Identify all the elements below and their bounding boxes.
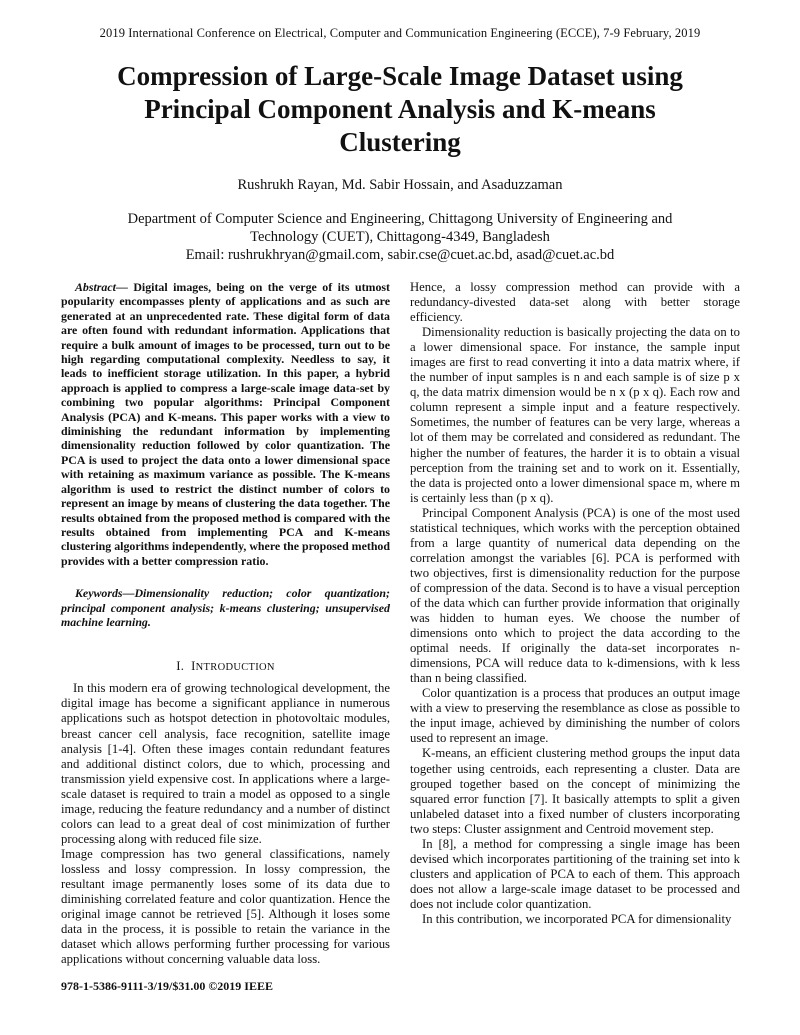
affiliation-line: Department of Computer Science and Engineering, Chittagong University of Engineering and (127, 211, 673, 227)
left-column (61, 280, 390, 967)
body-paragraph: In this modern era of growing technological development, the digital image has become a significant appliance in numerous applications such as hotspot detection in photovoltaic modules, breast cancer cell analysis, face recognition, satellite image analysis [1-4]. Often these images contain redundant features and additional distinct colors, due to which, processing and transmission yield expensive cost. In applications where a large-scale dataset is required to train a model as opposed to a single image, reducing the feature redundancy and a number of distinct colors can lead to a great deal of cost minimization of further processing along with reduced file size. (61, 681, 390, 846)
conference-header: 2019 International Conference on Electrical, Computer and Communication Engineering (ECCE), 7-9 February, 2019 (99, 26, 701, 40)
body-paragraph: Color quantization is a process that produces an output image with a view to preserving the resemblance as close as possible to the input image, achieved by diminishing the number of colors used to represent an image. (410, 686, 740, 746)
author-list: Rushrukh Rayan, Md. Sabir Hossain, and Asaduzzaman (237, 177, 563, 193)
affiliation-line: Technology (CUET), Chittagong-4349, Bangladesh (250, 229, 550, 245)
title-line: Principal Component Analysis and K-means (144, 94, 656, 124)
body-paragraph: Principal Component Analysis (PCA) is one of the most used statistical techniques, which works with the perception obtained from a large quantity of numerical data depending on the correlation amongst the variables [6]. PCA is performed with two objectives, first is dimensionality reduction for the purpose of compression of the data. Second is to have a visual perception of the data which can further provide information that originally was hidden to human eyes. We choose the number of dimensions onto which to project the data according to the optimal needs. If originally the data-set incorporates n-dimensions, PCA will reduce data to k-dimensions, with k less than n being classified. (410, 505, 740, 686)
section-heading-introduction (61, 659, 390, 675)
title-line: Clustering (339, 127, 461, 157)
abstract (61, 280, 390, 568)
body-paragraph: Dimensionality reduction is basically projecting the data on to a lower dimensional space. For instance, the sample input images are first to read converting it into a data matrix where, if the number of input samples is n and each sample is of size p x q, the data matrix dimension would be n x (p x q). Each row and column represent a simple input and a feature respectively. Sometimes, the number of features can be very large, whereas a lot of them may be correlated and considered as redundant. The higher the number of features, the harder it is to obtain a visual perception from the training set and to work on it. Essentially, the data is projected onto a lower dimensional space m, where m is certainly less than (p x q). (410, 325, 740, 505)
affiliation (100, 210, 700, 264)
section-title-initial: I (191, 659, 196, 674)
copyright-footer: 978-1-5386-9111-3/19/$31.00 ©2019 IEEE (61, 979, 273, 993)
keywords: Keywords—Dimensionality reduction; color quantization; principal component analysis; k-means clustering; unsupervised machine learning. (61, 586, 390, 629)
abstract-lead: Abstract— (75, 280, 128, 294)
paper-title (90, 60, 710, 159)
body-paragraph: Hence, a lossy compression method can provide with a redundancy-divested data-set along with better storage efficiency. (410, 280, 740, 325)
section-number: I. (176, 659, 185, 674)
right-column (410, 280, 740, 927)
section-title-rest: NTRODUCTION (195, 662, 275, 674)
abstract-text: Digital images, being on the verge of its utmost popularity encompasses plenty of applications and as such are generated at an unprecedented rate. These digital form of data are often found with redundant information. Applications that require a bulk amount of images to be processed, turn out to be high regarding computational complexity. Needless to say, it leads to inefficient storage utilization. In this paper, a hybrid approach is applied to compress a large-scale image data-set by combining two popular algorithms: Principal Component Analysis (PCA) and K-means. This paper works with a view to diminishing the redundant information by implementing dimensionality reduction followed by color quantization. The PCA is used to project the data onto a lower dimensional space with retaining as maximum variance as possible. The K-means algorithm is used to restrict the distinct number of colors to represent an image by means of clustering the data together. The results obtained from the proposed method is compared with the results obtained from implementing PCA and K-means clustering algorithms independently, where the proposed method provides with a better compression ratio. (61, 280, 390, 568)
email-line: Email: rushrukhryan@gmail.com, sabir.cse@cuet.ac.bd, asad@cuet.ac.bd (185, 247, 615, 263)
title-line: Compression of Large-Scale Image Dataset using (117, 61, 683, 91)
body-paragraph: Image compression has two general classifications, namely lossless and lossy compression. In lossy compression, the resultant image permanently loses some of its data due to diminishing correlated feature and color quantization. Hence the original image cannot be retrieved [5]. Although it loses some data in the process, it is possible to retain the variance in the dataset which allows performing further processing for various applications without concerning valuable data loss. (61, 846, 390, 967)
body-paragraph: K-means, an efficient clustering method groups the input data together using centroids, each representing a cluster. Data are grouped together based on the concept of minimizing the squared error function [7]. It basically attempts to split a given unlabeled dataset into a fixed number of clusters incorporating two steps: Cluster assignment and Centroid movement step. (410, 746, 740, 836)
body-paragraph: In this contribution, we incorporated PCA for dimensionality (422, 911, 732, 926)
body-paragraph: In [8], a method for compressing a single image has been devised which incorporates partitioning of the training set into k clusters and application of PCA to each of them. This approach does not allow a large-scale image dataset to be processed and does not include color quantization. (410, 836, 740, 911)
